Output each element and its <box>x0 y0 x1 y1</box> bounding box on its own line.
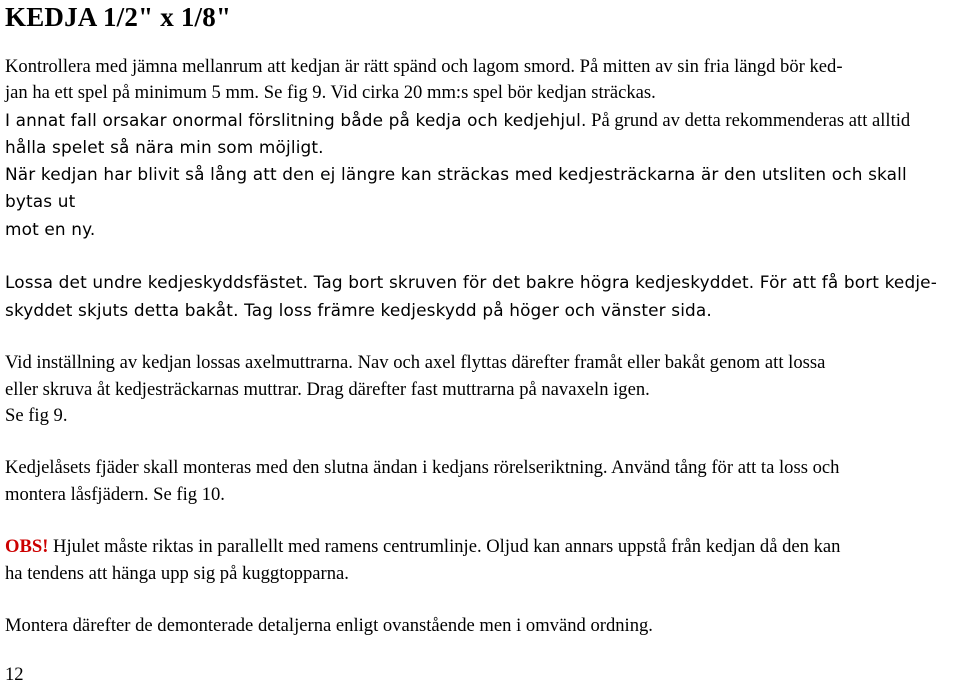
page-number: 12 <box>5 664 24 685</box>
paragraph-chain-lock <box>5 455 955 508</box>
paragraph-line: Se fig 9. <box>5 404 68 426</box>
paragraph-line: montera låsfjädern. Se fig 10. <box>5 483 225 505</box>
paragraph-warning <box>5 534 955 587</box>
paragraph-line: jan ha ett spel på minimum 5 mm. Se fig 9. Vid cirka 20 mm:s spel bör kedjan sträckas. <box>5 82 656 104</box>
page-title: KEDJA 1/2" x 1/8" <box>5 2 232 32</box>
paragraph-line: eller skruva åt kedjesträckarnas muttrar. Drag därefter fast muttrarna på navaxeln igen. <box>5 378 650 400</box>
paragraph-chain-tension <box>5 54 955 243</box>
paragraph-line: Montera därefter de demonterade detaljerna enligt ovanstående men i omvänd ordning. <box>5 615 653 637</box>
paragraph-line: Kontrollera med jämna mellanrum att kedjan är rätt spänd och lagom smord. På mitten av sin fria längd bör ked- <box>5 56 843 77</box>
warning-label: OBS! <box>5 536 49 558</box>
paragraph-line: hålla spelet så nära min som möjligt. <box>5 136 324 157</box>
paragraph-line: ha tendens att hänga upp sig på kuggtopparna. <box>5 562 349 584</box>
paragraph-reassembly <box>5 613 955 639</box>
paragraph-line: Hjulet måste riktas in parallellt med ramens centrumlinje. Oljud kan annars uppstå från kedjan då den kan <box>48 536 841 558</box>
paragraph-line: Lossa det undre kedjeskyddsfästet. Tag bort skruven för det bakre högra kedjeskyddet. För att få bort kedje- <box>5 272 937 293</box>
paragraph-line: Kedjelåsets fjäder skall monteras med den slutna ändan i kedjans rörelseriktning. Använd tång för att ta loss och <box>5 457 840 479</box>
paragraph-line: Vid inställning av kedjan lossas axelmuttrarna. Nav och axel flyttas därefter framåt eller bakåt genom att lossa <box>5 352 826 374</box>
paragraph-line: I annat fall orsakar onormal förslitning både på kedja och kedjehjul. <box>5 109 587 130</box>
paragraph-line: skyddet skjuts detta bakåt. Tag loss främre kedjeskydd på höger och vänster sida. <box>5 299 712 320</box>
document-body <box>5 54 955 640</box>
paragraph-line: När kedjan har blivit så lång att den ej längre kan sträckas med kedjesträckarna är den utsliten och skall bytas ut <box>5 164 907 212</box>
paragraph-line: mot en ny. <box>5 218 96 239</box>
paragraph-chain-guard <box>5 269 955 324</box>
paragraph-line: På grund av detta rekommenderas att alltid <box>586 109 911 131</box>
paragraph-chain-adjustment <box>5 350 955 429</box>
